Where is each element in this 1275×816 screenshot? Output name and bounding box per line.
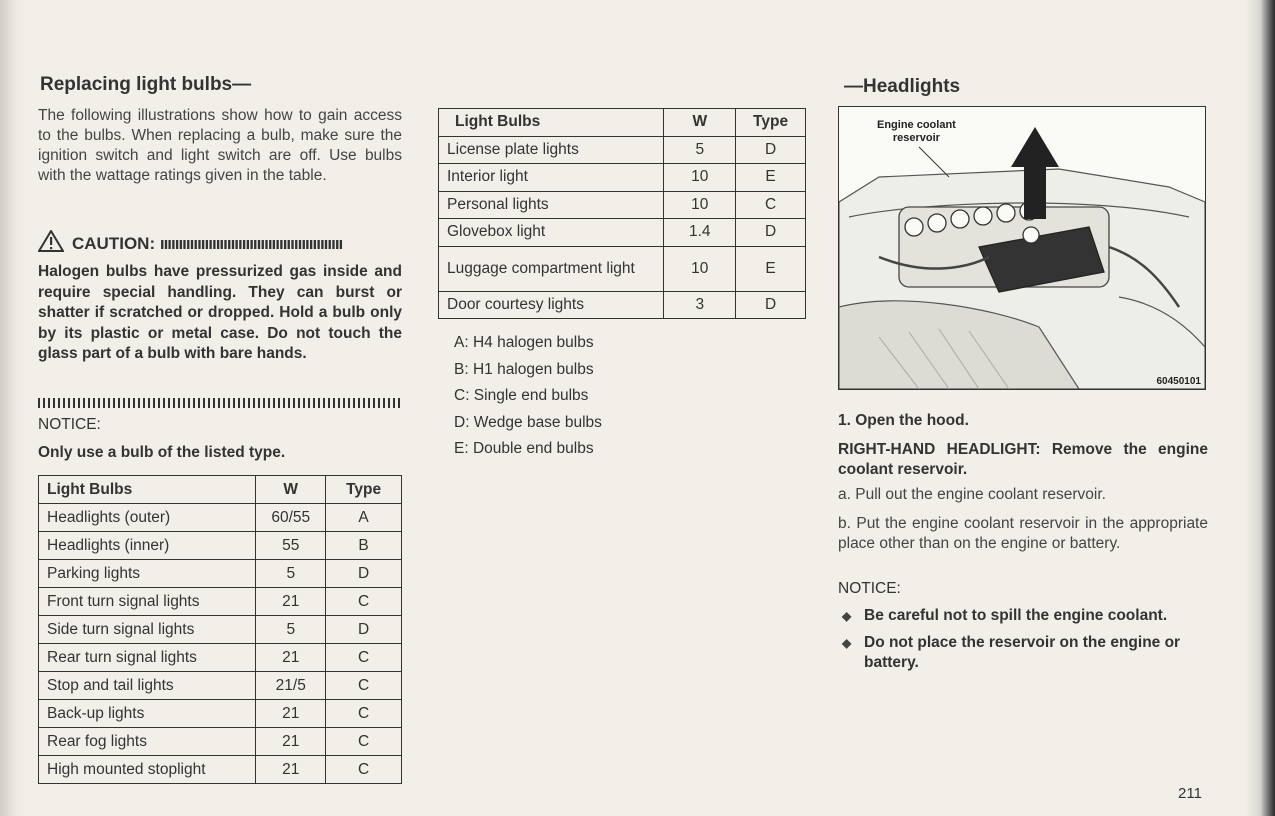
bulb-type: C [326,756,402,784]
bulb-name: Stop and tail lights [39,672,256,700]
figure-caption-line2: reservoir [892,132,940,144]
bulb-name: Interior light [439,164,664,192]
bulb-name: Headlights (outer) [39,504,256,532]
page-edge-left [0,0,26,816]
legend-item: E: Double end bulbs [454,440,594,457]
bulb-watts: 3 [664,291,736,319]
engine-bay-illustration [838,106,1206,390]
table-row [39,532,402,560]
bulb-table-exterior [38,475,402,784]
bulb-type: C [326,672,402,700]
notice-label: NOTICE: [38,416,101,433]
bulb-type: D [736,219,806,247]
bulb-name: Door courtesy lights [439,291,664,319]
legend-item: A: H4 halogen bulbs [454,334,594,351]
bulb-watts: 5 [256,616,326,644]
bulb-type: D [736,291,806,319]
bulb-type: A [326,504,402,532]
figure-number: 60450101 [1156,376,1201,387]
caution-text: Halogen bulbs have pressurized gas inside and require special handling. They can burst or shatter if scratched or dropped. Hold a bulb only by its plastic or metal case. Do not touch the glass part of a bulb with bare hands. [38,263,402,362]
legend-item: C: Single end bulbs [454,387,589,404]
table-row [39,728,402,756]
header-watts: W [256,476,326,504]
bulb-name: Personal lights [439,191,664,219]
bulb-watts: 21/5 [256,672,326,700]
list-item [838,606,1208,626]
bulb-type: B [326,532,402,560]
table-row [39,588,402,616]
bulb-name: High mounted stoplight [39,756,256,784]
bulb-name: Headlights (inner) [39,532,256,560]
bulb-watts: 10 [664,191,736,219]
bulb-watts: 21 [256,588,326,616]
figure-caption [877,119,956,145]
header-watts: W [664,109,736,137]
bulb-watts: 21 [256,756,326,784]
bulb-type: C [326,588,402,616]
bulb-name: License plate lights [439,136,664,164]
figure-caption-line1: Engine coolant [877,119,956,131]
bulb-name: Front turn signal lights [39,588,256,616]
engine-bay-drawing [839,107,1205,389]
legend-item: D: Wedge base bulbs [454,413,602,431]
table-row [439,191,806,219]
diamond-bullet-icon: ◆ [842,609,852,623]
step-open-hood: 1. Open the hood. [838,412,969,429]
notice-bullets [838,606,1208,680]
header-light-bulbs: Light Bulbs [439,109,664,137]
notice-text: Only use a bulb of the listed type. [38,444,286,461]
bulb-type: D [736,136,806,164]
table-header-row [439,109,806,137]
bulb-type: E [736,246,806,291]
bulb-type: C [326,728,402,756]
bulb-name: Rear turn signal lights [39,644,256,672]
table-header-row [39,476,402,504]
bulb-type: C [736,191,806,219]
table-row [39,616,402,644]
bulb-type: D [326,560,402,588]
legend-item: B: H1 halogen bulbs [454,360,594,378]
bulb-watts: 5 [664,136,736,164]
step-b: b. Put the engine coolant reservoir in the appropriate place other than on the engine or battery. [838,515,1208,552]
bullet-text: Be careful not to spill the engine coolant. [864,607,1168,624]
section-title-replacing-bulbs: Replacing light bulbs— [40,74,252,95]
bulb-watts: 1.4 [664,219,736,247]
table-row [439,219,806,247]
table-row [439,164,806,192]
bullet-text: Do not place the reservoir on the engine or battery. [864,634,1181,671]
page-number: 211 [1178,785,1202,802]
step-right-hand-headlight: RIGHT-HAND HEADLIGHT: Remove the engine coolant reservoir. [838,441,1208,478]
bulb-name: Glovebox light [439,219,664,247]
bulb-watts: 60/55 [256,504,326,532]
list-item [838,633,1208,673]
bulb-type: C [326,644,402,672]
table-row [39,700,402,728]
section-title-headlights: —Headlights [844,76,961,97]
bulb-name: Back-up lights [39,700,256,728]
bulb-name: Parking lights [39,560,256,588]
table-row [39,672,402,700]
bulb-watts: 10 [664,164,736,192]
caution-heading [38,230,402,257]
bulb-type: C [326,700,402,728]
table-row [39,756,402,784]
table-row [39,644,402,672]
table-row [39,504,402,532]
bulb-name: Rear fog lights [39,728,256,756]
bulb-type: D [326,616,402,644]
table-row [439,136,806,164]
header-type: Type [736,109,806,137]
table-row [39,560,402,588]
intro-paragraph: The following illustrations show how to gain access to the bulbs. When replacing a bulb, make sure the ignition switch and light switch are off. Use bulbs with the wattage ratings given in the table. [38,107,402,184]
notice-label: NOTICE: [838,580,901,597]
bulb-name: Side turn signal lights [39,616,256,644]
bulb-watts: 21 [256,700,326,728]
bulb-watts: 21 [256,644,326,672]
diamond-bullet-icon: ◆ [842,636,852,650]
table-row [439,291,806,319]
warning-triangle-icon [38,230,64,257]
bulb-watts: 21 [256,728,326,756]
step-a: a. Pull out the engine coolant reservoir. [838,486,1106,503]
bulb-watts: 10 [664,246,736,291]
bulb-watts: 5 [256,560,326,588]
page-edge-right [1245,0,1275,816]
header-type: Type [326,476,402,504]
bulb-name: Luggage compartment light [439,246,664,291]
bulb-watts: 55 [256,532,326,560]
caution-end-rule [38,398,402,408]
caution-label: CAUTION: [72,234,156,253]
bulb-type: E [736,164,806,192]
bulb-type-legend [454,330,602,463]
caution-dash-rule: ııııııııııııııııııııııııııııııııııııııııııııııııı [159,234,343,253]
bulb-table-interior [438,108,806,319]
header-light-bulbs: Light Bulbs [39,476,256,504]
table-row [439,246,806,291]
